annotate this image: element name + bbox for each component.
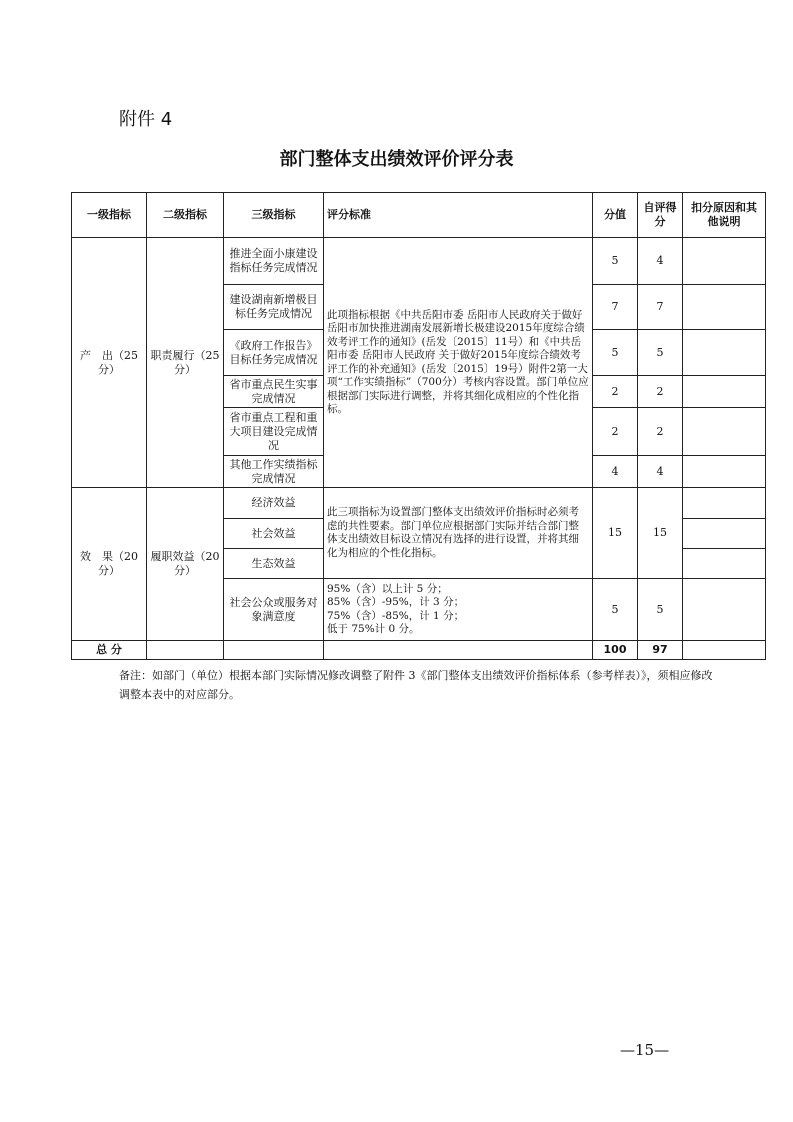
reason-cell (683, 330, 766, 376)
header-self: 自评得分 (638, 193, 683, 238)
level3-cell: 推进全面小康建设指标任务完成情况 (224, 238, 324, 285)
score-cell: 5 (593, 330, 638, 376)
level1-cell: 产 出（25分） (72, 238, 147, 488)
standard-line: 低于 75%计 0 分。 (327, 623, 420, 635)
standard-line: 95%（含）以上计 5 分； (327, 582, 448, 595)
level3-cell: 省市重点工程和重大项目建设完成情况 (224, 408, 324, 456)
header-score: 分值 (593, 193, 638, 238)
header-reason: 扣分原因和其他说明 (683, 193, 766, 238)
table-row (72, 238, 766, 285)
self-score-cell: 5 (638, 330, 683, 376)
reason-cell (683, 579, 766, 641)
self-score-cell: 5 (638, 579, 683, 641)
self-score-cell: 4 (638, 238, 683, 285)
level1-cell: 效 果（20分） (72, 488, 147, 641)
score-cell: 2 (593, 408, 638, 456)
score-cell: 5 (593, 579, 638, 641)
level3-cell: 社会效益 (224, 519, 324, 549)
reason-cell (683, 285, 766, 330)
level3-cell: 生态效益 (224, 549, 324, 579)
header-level3: 三级指标 (224, 193, 324, 238)
score-table (71, 192, 766, 660)
page-number: —15— (620, 1041, 670, 1059)
level3-cell: 建设湖南新增极目标任务完成情况 (224, 285, 324, 330)
page-title: 部门整体支出绩效评价评分表 (279, 149, 514, 170)
total-self-score: 97 (638, 641, 683, 660)
empty-cell (224, 641, 324, 660)
reason-cell (683, 238, 766, 285)
standard-cell: 此项指标根据《中共岳阳市委 岳阳市人民政府关于做好岳阳市加快推进湖南发展新增长极建设2015年度综合绩效考评工作的通知》(岳发〔2015〕11号）和《中共岳阳市委 岳阳市人民政府 关于做好2015年度综合绩效考评工作的补充通知》(岳发〔2015〕19号）附件2第一大项“工作实绩指标”（700分）考核内容设置。部门单位应根据部门实际进行调整，并将其细化成相应的个性化指标。 (324, 238, 593, 488)
self-score-cell: 15 (638, 488, 683, 579)
empty-cell (324, 641, 593, 660)
reason-cell (683, 408, 766, 456)
table-row (72, 488, 766, 519)
reason-cell (683, 488, 766, 519)
score-cell: 7 (593, 285, 638, 330)
level3-cell: 其他工作实绩指标完成情况 (224, 456, 324, 488)
total-score: 100 (593, 641, 638, 660)
level3-cell: 省市重点民生实事完成情况 (224, 376, 324, 408)
self-score-cell: 2 (638, 408, 683, 456)
standard-line: 75%（含）-85%，计 1 分； (327, 609, 465, 622)
score-cell: 15 (593, 488, 638, 579)
score-cell: 4 (593, 456, 638, 488)
score-cell: 5 (593, 238, 638, 285)
level3-cell: 《政府工作报告》目标任务完成情况 (224, 330, 324, 376)
total-row (72, 641, 766, 660)
standard-cell: 此三项指标为设置部门整体支出绩效评价指标时必须考虑的共性要素。部门单位应根据部门实际并结合部门整体支出绩效目标设立情况有选择的进行设置，并将其细化为相应的个性化指标。 (324, 488, 593, 579)
reason-cell (683, 519, 766, 549)
reason-cell (683, 549, 766, 579)
standard-line: 85%（含）-95%，计 3 分； (327, 596, 465, 608)
reason-cell (683, 376, 766, 408)
empty-cell (147, 641, 224, 660)
attachment-label: 附件 4 (119, 109, 173, 130)
header-standard: 评分标准 (324, 193, 593, 238)
level2-cell: 履职效益（20分） (147, 488, 224, 641)
header-level1: 一级指标 (72, 193, 147, 238)
level3-cell: 社会公众或服务对象满意度 (224, 579, 324, 641)
level3-cell: 经济效益 (224, 488, 324, 519)
reason-cell (683, 456, 766, 488)
footnote: 备注：如部门（单位）根据本部门实际情况修改调整了附件 3《部门整体支出绩效评价指标体系（参考样表）》，须相应修改调整本表中的对应部分。 (119, 669, 713, 701)
total-label: 总 分 (72, 641, 147, 660)
self-score-cell: 7 (638, 285, 683, 330)
standard-cell (324, 579, 593, 641)
self-score-cell: 4 (638, 456, 683, 488)
header-level2: 二级指标 (147, 193, 224, 238)
score-cell: 2 (593, 376, 638, 408)
table-header-row (72, 193, 766, 238)
empty-cell (683, 641, 766, 660)
level2-cell: 职责履行（25分） (147, 238, 224, 488)
self-score-cell: 2 (638, 376, 683, 408)
